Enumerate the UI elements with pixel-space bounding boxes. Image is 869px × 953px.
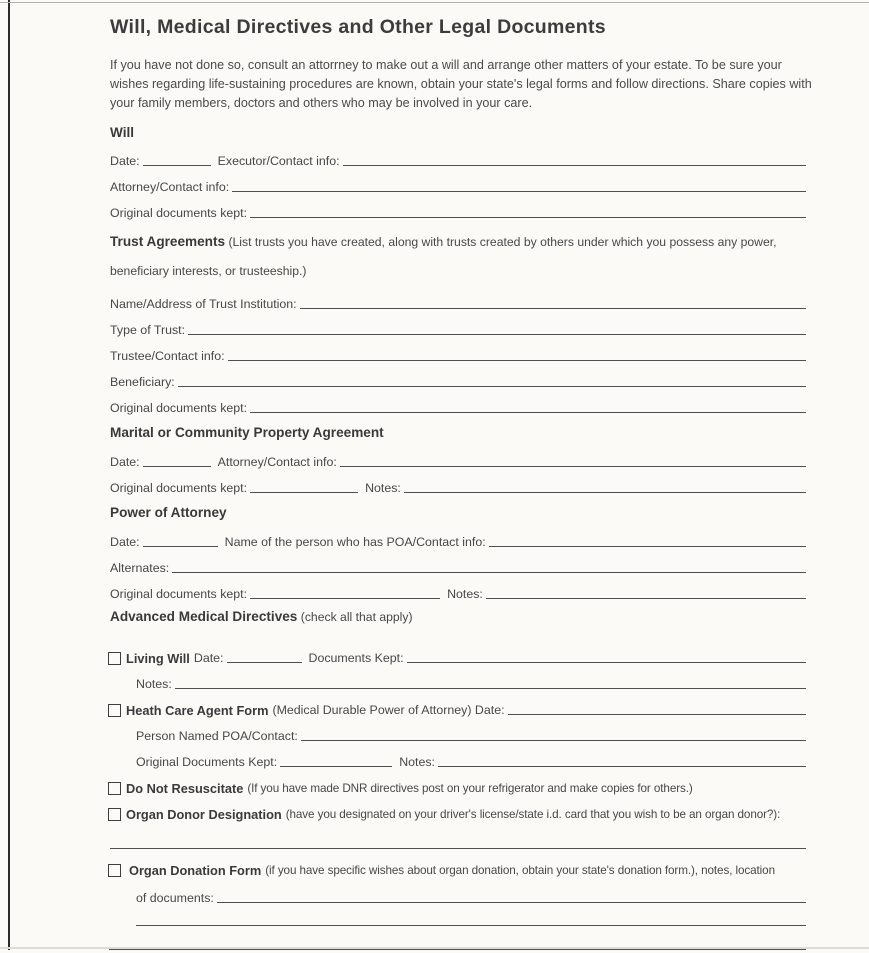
write-in-line-beneficiary[interactable]: [178, 385, 806, 387]
section-heading-trust-note: (List trusts you have created, along with trusts created by others under which you possess any power, beneficiary interests, or trusteeship.): [110, 235, 777, 278]
field-label-health-agent-docs: Original Documents Kept:: [136, 755, 278, 770]
field-row-poa-date-name: [110, 524, 806, 550]
field-label-trustee: Trustee/Contact info:: [110, 349, 225, 363]
checkbox-organ-donor[interactable]: [108, 808, 121, 821]
field-label-marital-attorney: Attorney/Contact info:: [217, 455, 337, 469]
write-in-line-trust-original-docs[interactable]: [250, 411, 806, 413]
checkbox-living-will[interactable]: [108, 652, 121, 665]
field-row-health-agent-docs: [110, 744, 806, 770]
field-row-trust-type: [110, 312, 806, 338]
field-label-poa-date: Date:: [110, 535, 140, 549]
field-label-organ-donor-note: (have you designated on your driver's license/state i.d. card that you wish to be an organ donor?):: [285, 808, 781, 822]
write-in-line-trustee[interactable]: [228, 359, 806, 361]
field-row-living-will: [108, 640, 806, 666]
field-row-beneficiary: [110, 364, 806, 390]
write-in-line-organ-form-documents[interactable]: [217, 901, 806, 903]
field-label-organ-donor: Organ Donor Designation: [126, 807, 282, 823]
field-label-executor: Executor/Contact info:: [217, 154, 340, 168]
field-row-health-agent-person: [110, 718, 806, 744]
field-row-organ-donor-answer: [110, 822, 806, 852]
field-row-trust-original-docs: [110, 390, 806, 416]
write-in-line-will-original-docs[interactable]: [250, 216, 806, 218]
field-row-poa-docs-notes: [110, 576, 806, 602]
field-label-alternates: Alternates:: [110, 561, 170, 575]
section-heading-amd: [110, 606, 806, 628]
field-label-health-agent: Heath Care Agent Form: [126, 703, 269, 719]
section-heading-will: Will: [110, 125, 135, 140]
field-label-trust-name-address: Name/Address of Trust Institution:: [110, 297, 297, 311]
field-label-poa-name: Name of the person who has POA/Contact info:: [224, 535, 486, 549]
field-label-living-will-date: Date:: [193, 651, 224, 666]
write-in-line-health-agent-person[interactable]: [301, 739, 806, 741]
write-in-line-will-date[interactable]: [143, 164, 211, 166]
field-label-living-will-notes: Notes:: [136, 677, 172, 692]
write-in-line-marital-original-docs[interactable]: [250, 491, 358, 493]
write-in-line-marital-attorney[interactable]: [340, 465, 806, 467]
write-in-line-poa-original-docs[interactable]: [250, 597, 440, 599]
write-in-line-health-agent-docs[interactable]: [280, 765, 392, 767]
field-label-marital-notes: Notes:: [365, 481, 401, 495]
field-row-organ-form-blank-1: [110, 906, 806, 929]
field-label-trust-type: Type of Trust:: [110, 323, 186, 337]
field-label-living-will-docs: Documents Kept:: [308, 651, 404, 666]
field-row-organ-donor: [108, 796, 806, 822]
field-label-poa-original-docs: Original documents kept:: [110, 587, 248, 601]
field-label-marital-date: Date:: [110, 455, 140, 469]
field-row-will-date-executor: [110, 143, 806, 169]
page-border-left: [8, 0, 10, 950]
section-heading-marital: Marital or Community Property Agreement: [110, 425, 384, 440]
field-row-trust-name-address: [110, 286, 806, 312]
field-row-will-attorney: [110, 169, 806, 195]
write-in-line-organ-form-blank-1[interactable]: [136, 924, 806, 926]
field-label-health-agent-person: Person Named POA/Contact:: [136, 729, 298, 744]
write-in-line-organ-donor-answer[interactable]: [110, 847, 806, 849]
field-label-marital-original-docs: Original documents kept:: [110, 481, 248, 495]
field-row-living-will-notes: [110, 666, 806, 692]
field-row-alternates: [110, 550, 806, 576]
write-in-line-health-agent-date[interactable]: [508, 713, 806, 715]
field-label-original-docs: Original documents kept:: [110, 206, 248, 220]
write-in-line-poa-notes[interactable]: [486, 597, 806, 599]
section-heading-trust-label: Trust Agreements: [110, 234, 226, 249]
write-in-line-living-will-notes[interactable]: [175, 687, 806, 689]
field-label-beneficiary: Beneficiary:: [110, 375, 175, 389]
write-in-line-living-will-docs[interactable]: [407, 661, 806, 663]
field-label-dnr: Do Not Resuscitate: [126, 781, 244, 797]
write-in-line-poa-date[interactable]: [143, 545, 218, 547]
write-in-line-health-agent-notes[interactable]: [438, 765, 806, 767]
field-row-organ-form-blank-2: [109, 929, 806, 953]
field-label-attorney: Attorney/Contact info:: [110, 180, 230, 194]
write-in-line-will-executor[interactable]: [343, 164, 806, 166]
field-row-will-original-docs: [110, 195, 806, 221]
field-label-living-will: Living Will: [126, 651, 190, 667]
write-in-line-marital-date[interactable]: [143, 465, 211, 467]
section-heading-amd-note: (check all that apply): [300, 610, 413, 624]
page-title: Will, Medical Directives and Other Legal Documents: [110, 16, 606, 38]
field-label-health-agent-note: (Medical Durable Power of Attorney) Date:: [272, 703, 505, 718]
write-in-line-will-attorney[interactable]: [232, 190, 806, 192]
write-in-line-trust-type[interactable]: [188, 333, 806, 335]
form-page: [110, 14, 812, 953]
write-in-line-marital-notes[interactable]: [404, 491, 806, 493]
field-label-organ-form-documents: of documents:: [136, 891, 214, 906]
field-label-organ-form: Organ Donation Form: [129, 863, 262, 879]
field-label-trust-original-docs: Original documents kept:: [110, 401, 248, 415]
field-row-marital-docs-notes: [110, 470, 806, 496]
write-in-line-trust-name-address[interactable]: [300, 307, 806, 309]
field-row-organ-form-documents: [110, 878, 806, 906]
field-row-dnr: [108, 770, 806, 796]
checkbox-organ-form[interactable]: [108, 864, 121, 877]
section-heading-amd-label: Advanced Medical Directives: [110, 609, 298, 624]
section-heading-trust: [110, 227, 806, 286]
field-row-health-agent: [108, 692, 806, 718]
field-row-trustee: [110, 338, 806, 364]
field-label-dnr-note: (If you have made DNR directives post on your refrigerator and make copies for others.): [247, 782, 693, 796]
field-row-organ-form: [108, 852, 806, 878]
field-label-date: Date:: [110, 154, 140, 168]
write-in-line-alternates[interactable]: [172, 571, 806, 573]
checkbox-health-agent[interactable]: [108, 704, 121, 717]
checkbox-dnr[interactable]: [108, 782, 121, 795]
page-border-top: [0, 2, 869, 3]
intro-paragraph: If you have not done so, consult an attorrney to make out a will and arrange other matters of your estate. To be sure your wishes regarding life-sustaining procedures are known, obtain your state's legal forms and follow directions. Share copies with your family members, doctors and others who may be involved in your care.: [110, 58, 812, 110]
field-row-marital-date-attorney: [110, 444, 806, 470]
write-in-line-living-will-date[interactable]: [227, 661, 302, 663]
write-in-line-poa-name[interactable]: [489, 545, 806, 547]
field-label-poa-notes: Notes:: [447, 587, 483, 601]
section-heading-poa: Power of Attorney: [110, 505, 227, 520]
field-label-health-agent-notes: Notes:: [399, 755, 435, 770]
field-label-organ-form-note: (if you have specific wishes about organ donation, obtain your state's donation form.), notes, location: [265, 864, 775, 878]
